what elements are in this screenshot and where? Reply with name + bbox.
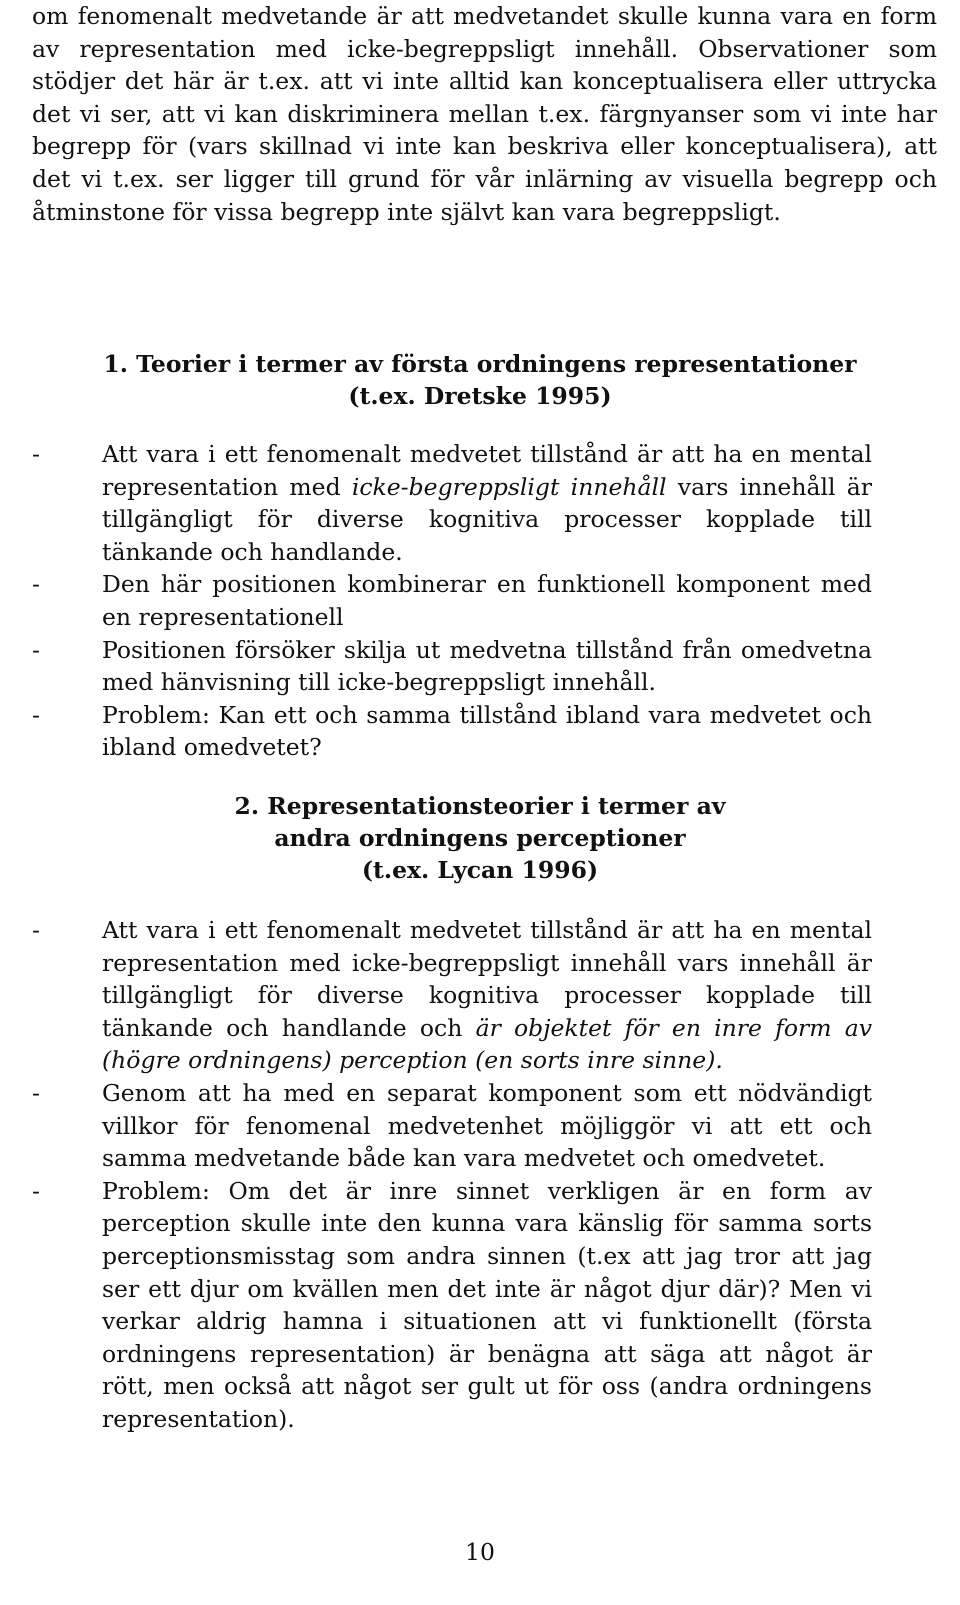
list-item-text: Genom att ha med en separat komponent som ett nödvändigt villkor för fenomenal medvetenhet möjliggör vi att ett och samma medvetande både kan vara medvetet och omedvetet. — [102, 1078, 872, 1173]
bullet-dash: - — [32, 1078, 40, 1107]
list-item — [32, 1077, 872, 1175]
section-2-heading-line-1: 2. Representationsteorier i termer av — [234, 792, 726, 820]
list-item-text: Att vara i ett fenomenalt medvetet tillstånd är att ha en mental representation med icke-begreppsligt innehåll vars innehåll är tillgängligt för diverse kognitiva processer kopplade till tänkande och handlande och — [102, 916, 872, 1042]
list-item-text: Positionen försöker skilja ut medvetna tillstånd från omedvetna med hänvisning till icke-begreppsligt innehåll. — [102, 635, 872, 697]
list-item — [32, 438, 872, 568]
list-item — [32, 914, 872, 1077]
list-item — [32, 699, 872, 764]
bullet-dash: - — [32, 635, 40, 664]
list-item — [32, 1175, 872, 1436]
list-item — [32, 568, 872, 633]
bullet-dash: - — [32, 916, 40, 944]
section-2-list — [32, 914, 937, 1436]
list-item-text: Den här positionen kombinerar en funktionell komponent med en representationell — [102, 570, 872, 631]
list-item-emphasis: är objektet för en inre form av (högre ordningens) perception (en sorts inre sinne). — [102, 1013, 872, 1075]
page-number: 10 — [465, 1538, 495, 1566]
section-1-heading-line-1: 1. Teorier i termer av första ordningens representationer — [103, 350, 857, 378]
list-item-text: Problem: Kan ett och samma tillstånd ibland vara medvetet och ibland omedvetet? — [102, 700, 872, 762]
list-item-emphasis: icke-begreppsligt innehåll — [351, 472, 667, 501]
list-item — [32, 634, 872, 699]
bullet-dash: - — [32, 570, 40, 599]
intro-paragraph: om fenomenalt medvetande är att medvetandet skulle kunna vara en form av representation med icke-begreppsligt innehåll. Observationer som stödjer det här är t.ex. att vi inte alltid kan konceptualisera eller uttrycka det vi ser, att vi kan diskriminera mellan t.ex. färgnyanser som vi inte har begrepp för (vars skillnad vi inte kan beskriva eller konceptualisera), att det vi t.ex. ser ligger till grund för vår inlärning av visuella begrepp och åtminstone för vissa begrepp inte självt kan vara begreppsligt. — [32, 2, 937, 226]
list-item-text-tail: vars innehåll är tillgängligt för diverse kognitiva processer kopplade till tänkande och handlande. — [102, 472, 872, 566]
bullet-dash: - — [32, 440, 40, 468]
section-1-list — [32, 438, 937, 764]
section-2-heading-line-3: (t.ex. Lycan 1996) — [361, 856, 599, 884]
list-item-text: Problem: Om det är inre sinnet verkligen är en form av perception skulle inte den kunna vara känslig för samma sorts perceptionsmisstag som andra sinnen (t.ex att jag tror att jag ser ett djur om kvällen men det inte är något djur där)? Men vi verkar aldrig hamna i situationen att vi funktionellt (första ordningens representation) är benägna att säga att något är rött, men också att något ser gult ut för oss (andra ordningens representation). — [102, 1176, 872, 1433]
section-2-heading — [0, 790, 960, 886]
list-item-text: Att vara i ett fenomenalt medvetet tillstånd är att ha en mental representation med — [102, 440, 872, 501]
bullet-dash: - — [32, 700, 40, 729]
section-1-heading — [0, 348, 960, 412]
section-2-heading-line-2: andra ordningens perceptioner — [274, 824, 686, 852]
section-1-heading-line-2: (t.ex. Dretske 1995) — [348, 382, 612, 410]
bullet-dash: - — [32, 1176, 40, 1205]
